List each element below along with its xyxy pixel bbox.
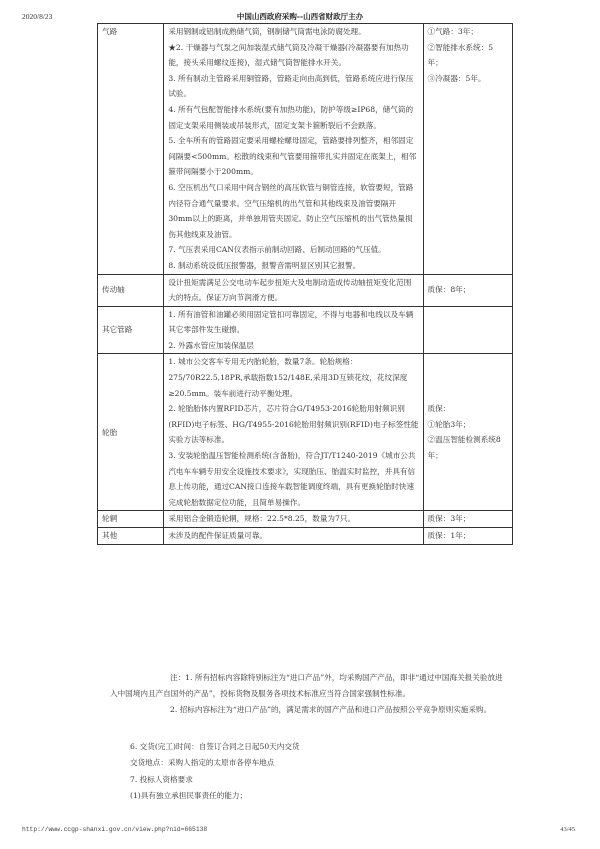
warranty-line: 质保：3年； — [427, 514, 471, 524]
warranty-cell — [423, 274, 512, 306]
page-header-title: 中国山西政府采购--山西省财政厅主办 — [236, 12, 364, 21]
warranty-cell — [423, 354, 512, 511]
warranty-line: ①轮胎3年； — [427, 419, 471, 429]
warranty-line: ②智能排水系统：5年； — [427, 42, 494, 68]
note-2: 2. 招标内容标注为“进口产品”的，满足需求的国产产品和进口产品按照公平竞争原则实施采购。 — [170, 705, 492, 714]
desc-line: 采用铝合金锻造轮辋，规格：22.5*8.25，数量为7只。 — [168, 514, 356, 524]
qualification-item-1: (1)具有独立承担民事责任的能力； — [130, 791, 248, 801]
print-date: 2020/8/23 — [22, 12, 53, 21]
warranty-cell — [423, 528, 512, 545]
description-cell — [164, 24, 423, 275]
warranty-line: 质保：1年； — [427, 531, 471, 540]
item-cell: 传动轴 — [98, 274, 164, 306]
warranty-line: ②温压智能检测系统8年； — [427, 435, 501, 461]
table-row-others — [98, 528, 513, 545]
desc-line: 1. 所有油管和油罐必须用固定管扣可靠固定，不得与电器和电线以及车辆其它零部件发生碰擦。 — [168, 309, 414, 335]
description-cell — [164, 306, 423, 354]
table-row-drive-shaft — [98, 274, 513, 306]
warranty-line: 质保： — [427, 404, 451, 414]
warranty-line: ③冷凝器：5年。 — [427, 73, 486, 83]
description-cell — [164, 274, 423, 306]
delivery-place: 交货地点：采购人指定的太原市各停车地点 — [130, 758, 275, 768]
description-cell — [164, 528, 423, 545]
item-cell: 轮胎 — [98, 354, 164, 511]
desc-line: 8. 制动系统设低压报警器，报警音需明显区别其它报警。 — [168, 260, 361, 270]
desc-line: 5. 全车所有的管路固定要采用螺栓螺母固定，管路要排列整齐，相邻固定间隔要<500mm。松散的线束和气管要用箍带扎实并固定在底架上，相邻箍带间隔要小于200mm。 — [168, 136, 417, 177]
table-row-other-pipes — [98, 306, 513, 354]
warranty-line: 质保：8年； — [427, 285, 471, 295]
delivery-time: 6. 交货(完工)时间：自签订合同之日起50天内交货 — [130, 742, 300, 751]
desc-line: 3. 所有制动主管路采用铜管路，管路走向由高到低，管路系统应进行保压试验。 — [168, 73, 414, 99]
notes-section — [110, 670, 505, 718]
qualification-heading: 7. 投标人资格要求 — [130, 774, 193, 784]
item-cell: 其它管路 — [98, 306, 164, 354]
description-cell — [164, 354, 423, 511]
delivery-and-qualification — [130, 739, 300, 805]
desc-line: 7. 气压表采用CAN仪表指示前制动回路、后制动回路的气压值。 — [168, 245, 386, 255]
spec-table — [97, 23, 513, 545]
desc-line: 未涉及的配件保证质量可靠。 — [168, 531, 268, 540]
item-cell: 其他 — [98, 528, 164, 545]
desc-line: 3. 安装轮胎温压智能检测系统(含备胎)，符合JT/T1240-2019《城市公共汽电车车辆专用安全设施技术要求》，实现胎压、胎温实时监控，并具有信息上传功能，通过CAN接口连接车载智能调度终端，具有更换轮胎时快速完成轮胎数据定位功能，且简单易操作。 — [168, 451, 416, 507]
desc-line: 4. 所有气包配智能排水系统(要有加热功能)，防护等级≥IP68，储气筒的固定支架采用侧装或吊装形式，固定支架卡箍断裂后不会跌落。 — [168, 104, 414, 130]
note-1: 注：1. 所有招标内容除特别标注为“进口产品”外，均采购国产产品，即非“通过中国海关报关验放进入中国境内且产自国外的产品”，投标货物及服务各项技术标准应当符合国家强制性标准。 — [110, 673, 503, 698]
desc-line: ★2. 干燥器与气泵之间加装湿式储气筒及冷凝干燥器(冷凝器要有加热功能，接头采用螺纹连接)，湿式储气筒智能排水开关。 — [168, 42, 409, 68]
desc-line: 1. 城市公交客车专用无内胎轮胎，数量7条。轮胎规格：275/70R22.5,18PR,承载指数152/148E,采用3D互锁花纹，花纹深度≥20.5mm。装车前进行动平衡处理。 — [168, 357, 408, 398]
page-number: 43/45 — [560, 826, 575, 833]
warranty-cell — [423, 24, 512, 275]
table-row-rims — [98, 511, 513, 528]
desc-line: 2. 外露水管应加装保温层 — [168, 340, 254, 350]
item-cell: 气路 — [98, 24, 164, 275]
warranty-line: ①气路：3年； — [427, 27, 478, 36]
table-row-air-path — [98, 24, 513, 275]
warranty-cell — [423, 306, 512, 354]
desc-line: 设计扭矩需满足公交电动车起步扭矩大及电制动造成传动轴扭矩变化范围大的特点。保证万向节润滑方便。 — [168, 277, 412, 303]
table-row-tires — [98, 354, 513, 511]
item-cell: 轮辋 — [98, 511, 164, 528]
desc-line: 6. 空压机出气口采用中间含钢丝的高压软管与铜管连接，软管要短，管路内径符合通气量要求。空气压缩机的出气管和其他线束及油管要隔开30mm以上的距离，并单独用管夹固定。防止空气压缩机的出气管热量损伤其他线束及油管。 — [168, 182, 414, 239]
desc-line: 采用钢制或铝制成熟储气筒，钢制储气筒需电泳防腐处理。 — [168, 27, 366, 36]
warranty-cell — [423, 511, 512, 528]
desc-line: 2. 轮胎胎体内置RFID芯片，芯片符合G/T4953-2016轮胎用射频识别(RFID)电子标签、HG/T4955-2016轮胎用射频识别(RFID)电子标签性能实验方法等标准。 — [168, 404, 419, 445]
footer-url: http://www.ccgp-shanxi.gov.cn/view.php?nid=665138 — [22, 826, 208, 833]
description-cell — [164, 511, 423, 528]
